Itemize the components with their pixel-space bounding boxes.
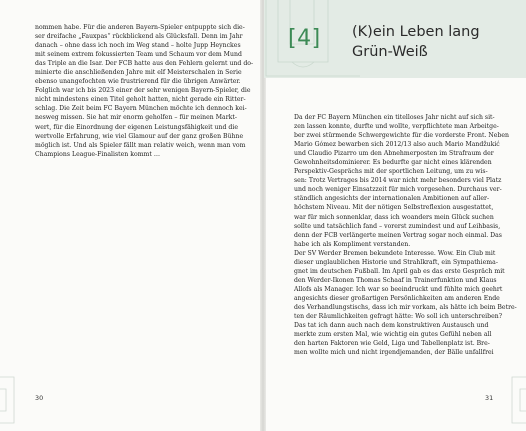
text-line: möglich ist. Und als Spieler fällt man relativ weich, wenn man vom bbox=[35, 141, 246, 149]
text-line: wert, für die Einordnung der eigenen Leistungsfähigkeit und die bbox=[35, 123, 239, 131]
text-line: Gewohnheitsdominierer. Es bedurfte gar nicht eines klärenden bbox=[294, 159, 492, 167]
text-line: zen lassen konnte, durfte und wollte, verpflichtete man Arbeitge- bbox=[294, 123, 499, 131]
text-line: men wollte mich und nicht irgendjemanden, der Bälle unfallfrei bbox=[294, 349, 494, 357]
text-line: habe ich als Kompliment verstanden. bbox=[294, 240, 411, 248]
text-line: ser dreifache „Fauxpas“ rückblickend als Glücksfall. Denn im Jahr bbox=[35, 33, 243, 41]
text-line: den Werder-Ikonen Thomas Schaaf in Trainerfunktion und Klaus bbox=[294, 276, 497, 284]
text-line: und noch weniger Einsatzzeit für mich vorgesehen. Durchaus ver- bbox=[294, 186, 502, 194]
text-line: schlag. Die Zeit beim FC Bayern München möchte ich dennoch kei- bbox=[35, 105, 247, 113]
text-line: und Claudio Pizarro um den Abnehmerposten im Strafraum der bbox=[294, 150, 494, 158]
text-line: nommen habe. Für die anderen Bayern-Spieler entpuppte sich die- bbox=[35, 24, 245, 31]
text-line: das Triple an die Isar. Der FCB hatte aus den Fehlern gelernt und do- bbox=[35, 60, 254, 68]
right-body-text bbox=[294, 113, 517, 357]
text-line: sollte und tatsächlich fand – vorerst zumindest und auf Leihbasis, bbox=[294, 222, 501, 230]
text-line: höchstem Niveau. Mit der nötigen Selbstreflexion ausgestattet, bbox=[294, 204, 494, 212]
text-line: den harten Faktoren wie Geld, Liga und Tabellenplatz ist. Bre- bbox=[294, 340, 490, 348]
text-line: mit seinem extrem fokussierten Team und Schaum vor dem Mund bbox=[35, 51, 242, 59]
chapter-number: [4] bbox=[288, 26, 321, 51]
text-line: sen: Trotz Vertrages bis 2014 war nicht mehr besonders viel Platz bbox=[294, 177, 502, 185]
text-line: merkte zum ersten Mal, wie wichtig ein gutes Gefühl neben all bbox=[294, 331, 492, 339]
text-line: ten der Räumlichkeiten gefragt hätte: Wo soll ich unterschreiben? bbox=[294, 313, 503, 321]
text-line: Perspektiv-Gesprächs mit der sportlichen Leitung, um zu wis- bbox=[294, 168, 488, 176]
chapter-title-line: Grün-Weiß bbox=[352, 44, 428, 60]
text-line: Folglich war ich bis 2023 einer der sehr wenigen Bayern-Spieler, die bbox=[35, 87, 251, 95]
text-line: minierte die anschließenden Jahre mit elf Meisterschalen in Serie bbox=[35, 69, 242, 77]
text-line: wertvolle Erfahrung, wie viel Glamour auf der ganz großen Bühne bbox=[35, 132, 244, 140]
text-line: angesichts dieser großartigen Persönlichkeiten am anderen Ende bbox=[294, 294, 500, 302]
field-corner-decoration-left bbox=[0, 371, 40, 431]
page-number-left: 30 bbox=[35, 394, 44, 402]
text-line: denn der FCB verlängerte meinen Vertrag sogar noch einmal. Das bbox=[294, 231, 502, 239]
text-line: ebenso unangefochten wie frustrierend für die übrigen Anwärter. bbox=[35, 78, 241, 86]
text-line: Der SV Werder Bremen bekundete Interesse. Wow. Ein Club mit bbox=[294, 249, 496, 257]
text-line: Allofs als Manager. Ich war so beeindruckt und fühlte mich geehrt bbox=[294, 285, 503, 293]
text-line: war für mich sonnenklar, dass ich woanders mein Glück suchen bbox=[294, 213, 494, 221]
text-line: dieser unglaublichen Historie und Strahlkraft, ein Sympathiema- bbox=[294, 258, 498, 266]
text-line: ständlich angesichts der internationalen Ambitionen auf aller- bbox=[294, 195, 490, 203]
text-line: Das tat ich dann auch nach dem konstruktiven Austausch und bbox=[294, 322, 489, 330]
left-body-text bbox=[35, 23, 254, 159]
page-number-right: 31 bbox=[485, 394, 494, 402]
text-line: Mario Gómez bewarben sich 2012/13 also auch Mario Mandžukić bbox=[294, 141, 500, 149]
text-line: gnet im deutschen Fußball. Im April gab es das erste Gespräch mit bbox=[294, 267, 505, 275]
text-line: des Verhandlungstischs, dass ich mir vorkam, als hätte ich beim Betre- bbox=[294, 303, 517, 311]
text-line: nesweg missen. Sie hat mir enorm geholfen – für meinen Markt- bbox=[35, 114, 237, 122]
text-line: danach – ohne dass ich noch im Weg stand – holte Jupp Heynckes bbox=[35, 42, 241, 50]
text-line: Champions League-Finalisten kommt … bbox=[35, 150, 161, 158]
text-line: Da der FC Bayern München ein titelloses Jahr nicht auf sich sit- bbox=[294, 114, 495, 121]
text-line: ber zwei stürmende Schwergewichte für die vorderste Front. Neben bbox=[294, 132, 510, 140]
chapter-title-line: (K)ein Leben lang bbox=[352, 24, 480, 40]
chapter-title bbox=[352, 22, 480, 62]
text-line: nicht mindestens einen Titel geholt hatten, nicht gerade ein Ritter- bbox=[35, 96, 246, 104]
